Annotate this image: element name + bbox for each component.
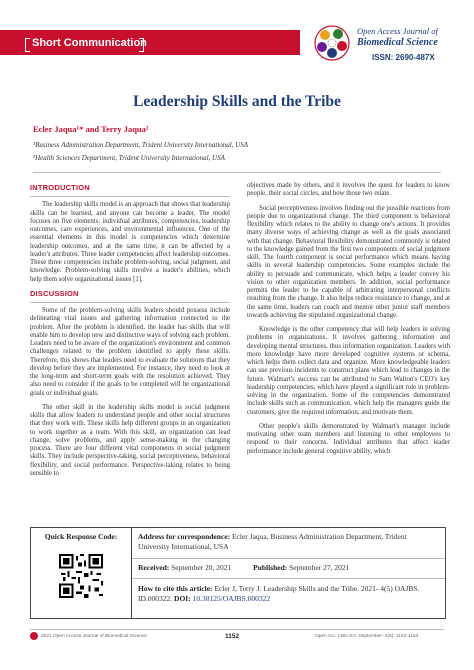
article-type-label: Short Communication [32,37,147,49]
paragraph: Other people's skills demonstrated by Walmart's manager include motivating other team members and listening to other employees to respond to their concerns. Individual attributes that affect leader performance include general cognitive ability, which [247,422,450,455]
author-list: Ecler Jaqua¹* and Terry Jaqua² [33,124,149,134]
affiliation-1: ¹Business Administration Department, Trident University International, USA [33,141,249,149]
journal-logo-icon [313,24,351,62]
paragraph: Knowledge is the other competency that will help leaders in solving problems in organizations. It involves gathering information and developing mental structures, thus information organization. Leaders with more knowledge have more developed cognitive systems or schema, which helps them collect data and organize. More knowledgeable leaders can use previous incidents to construct plans which lead to changes in the future. Walmart's success can be attributed to Sam Walton's CEO's key leadership competencies, which have played a significant role in problem-solving in the organization. Some of the competencies demonstrated include skills such as communication, which help the managers guide the customers, give the required information, and motivate them. [247,326,450,416]
doi-link[interactable]: 10.38125/OAJBS.000322 [192,594,271,603]
paragraph: Some of the problem-solving skills leaders should possess include delineating vital issues and gathering information connected to the problem. After the problem is identified, the leader has skills that will enable him to develop new and distinctive ways of solving each problem. Leaders need to be aware of the organization's environment and common challenges related to the problem identified to apply these skills. Therefore, this shows that leaders need to evaluate the solutions that they develop before they are implemented. For instance, they need to look at the long-term and short-term goals with the resolution achieved. They also need to consider if the goals to be completed will be organizational goals or individual goals. [30,307,230,397]
qr-label: Quick Response Code: [44,532,118,541]
footer-divider [30,629,444,630]
section-heading-introduction: INTRODUCTION [30,183,90,192]
paragraph: objectives made by others, and it involves the quest for leaders to know people, their social circles, and how those two relate. [247,182,450,198]
paragraph: Social perceptiveness involves finding out the possible reactions from people due to organizational change. The third component is behavioral flexibility which relates to the ability to change one's actions. It provides many diverse ways of achieving change as well as the goals associated with that change. Behavioral flexibility demonstrated commonly is related to the knowledge gained from the first two components of social judgment skill. The fourth component is social performance which means having skills in several leadership competencies. Some examples include the ability to persuade and communicate, which helps a leader convey his vision to other organization members. In addition, social performance permits the leader to be capable of arbitrating interpersonal conflicts resulting from the change. It also helps reduce resistance to change, and at the same time, leaders can coach and mentor other junior staff members towards achieving the stipulated organizational change. [247,204,450,319]
footer-citation: Open Acc J Bio Sci. September- 4(5): 1152-1153 [315,634,419,639]
received-label: Received: [138,563,170,572]
qr-code-icon[interactable] [59,554,103,598]
footer-copyright: 2021 Open Access Journal of Biomedical Science [41,634,147,639]
journal-open-access: Open Access Journal of [357,26,438,36]
published-date: September 27, 2021 [289,563,350,572]
article-title: Leadership Skills and the Tribe [133,93,341,110]
bracket-left-decoration [25,38,30,52]
received-date: September 20, 2021 [171,563,232,572]
divider [132,578,445,579]
paragraph: The leadership skills model is an approach that shows that leadership skills can be learned, and anyone can become a leader. The model focuses on five elements: individual attributes, competencies, leadership outcomes, care experiences, and environmental influences. One of the essential elements in this model is competencies which determine leadership outcomes, and at the same time, it can be affected by a leader's attributes. Three leader competencies affect leadership outcomes. These three competencies include problem-solving, social judgment, and knowledge. Problem-solving skills involve a leader's abilities, which help them solve organizational issues [1]. [30,201,230,283]
right-column [247,182,450,462]
qr-panel [31,528,132,618]
dates-row [138,563,438,572]
cite-label: How to cite this article: [138,584,213,593]
page-number: 1152 [225,633,240,640]
correspondence-address [138,532,438,552]
bracket-right-decoration [139,38,144,52]
creative-commons-icon [30,632,38,640]
doi-label: DOI: [174,594,191,603]
cite-text: Ecler J, Terry J. Leadership Skills and the Tribe. 2021- 4(5) OAJBS. ID.000322. [138,584,420,603]
divider [132,558,445,559]
section-heading-discussion: DISCUSSION [30,288,79,298]
journal-name: Biomedical Science [357,37,438,48]
section-divider [30,302,230,303]
citation-block [138,584,438,604]
published-label: Published: [253,563,288,572]
affiliation-2: ²Health Sciences Department, Trident University International, USA [33,154,225,162]
journal-issn: ISSN: 2690-487X [372,53,435,62]
section-divider [30,196,230,197]
divider [33,172,441,173]
paragraph: The other skill in the leadership skills model is social judgment skills that allow leaders to understand people and other social structures that they work with. These skills help different groups in an organization to work together as a team. With this skill, an organization can lead change, solve problems, and apply sense-making in the changing process. There are four different vital components in social judgment skills. They include perspective-taking, social perceptiveness, behavioral flexibility, and social performance. Perspective-taking relates to being sensible to [30,403,230,477]
address-text: Ecler Jaqua, Business Administration Department, Trident University International, USA [138,532,407,551]
correspondence-box [30,527,446,619]
left-column [30,182,230,484]
address-label: Address for correspondence: [138,532,231,541]
